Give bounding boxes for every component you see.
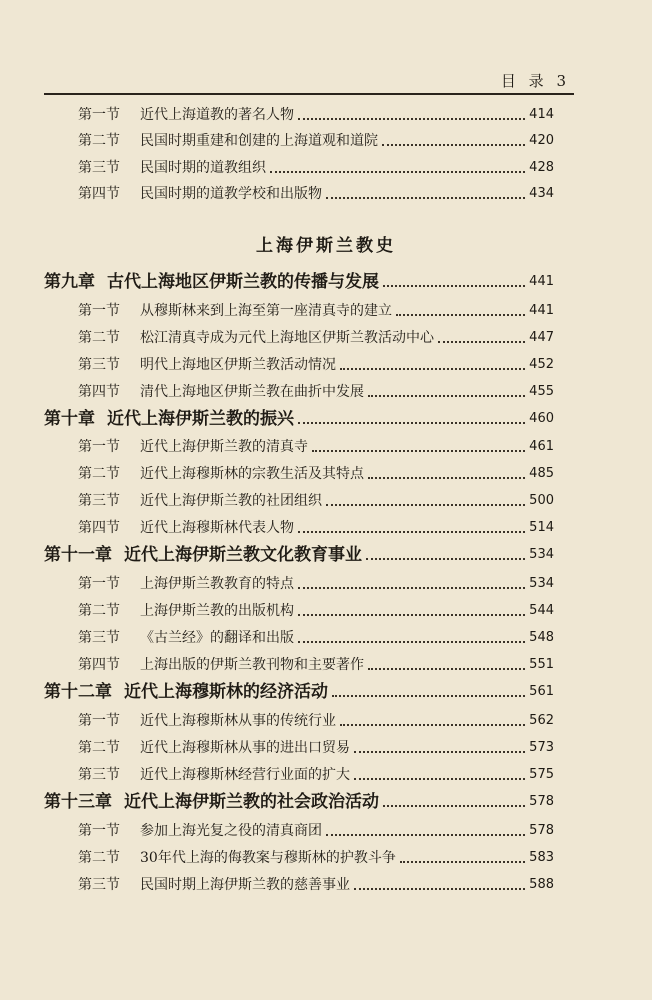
chapter-title: 近代上海伊斯兰教的振兴 xyxy=(107,409,294,429)
entry-page: 588 xyxy=(529,877,554,892)
chapter-number: 第九章 xyxy=(44,272,95,292)
chapter-number: 第十二章 xyxy=(44,682,112,702)
toc-entry xyxy=(78,129,554,153)
toc-entry xyxy=(78,572,554,596)
entry-title: 松江清真寺成为元代上海地区伊斯兰教活动中心 xyxy=(140,330,434,346)
entry-title: 近代上海穆斯林经营行业面的扩大 xyxy=(140,767,350,783)
entry-number: 第一节 xyxy=(78,576,120,592)
entry-title: 民国时期的道教组织 xyxy=(140,160,266,176)
dot-leader xyxy=(368,477,525,479)
dot-leader xyxy=(354,778,525,780)
dot-leader xyxy=(382,144,525,146)
entry-title: 近代上海伊斯兰教的清真寺 xyxy=(140,439,308,455)
entry-page: 551 xyxy=(529,657,554,672)
toc-entry xyxy=(78,435,554,459)
toc-entry xyxy=(78,709,554,733)
dot-leader xyxy=(326,504,525,506)
entry-title: 参加上海光复之役的清真商团 xyxy=(140,823,322,839)
toc-entry xyxy=(78,489,554,513)
entry-number: 第三节 xyxy=(78,877,120,893)
dot-leader xyxy=(438,341,525,343)
entry-page: 455 xyxy=(529,384,554,399)
toc-chapter xyxy=(44,541,554,569)
entry-number: 第三节 xyxy=(78,767,120,783)
entry-number: 第二节 xyxy=(78,740,120,756)
entry-number: 第二节 xyxy=(78,133,120,149)
entry-title: 《古兰经》的翻译和出版 xyxy=(140,630,294,646)
toc-entry xyxy=(78,763,554,787)
entry-number: 第二节 xyxy=(78,466,120,482)
entry-number: 第一节 xyxy=(78,713,120,729)
dot-leader xyxy=(383,285,525,287)
dot-leader xyxy=(368,668,525,670)
entry-page: 534 xyxy=(529,576,554,591)
dot-leader xyxy=(298,118,525,120)
entry-title: 近代上海穆斯林从事的进出口贸易 xyxy=(140,740,350,756)
chapter-number: 第十一章 xyxy=(44,545,112,565)
dot-leader xyxy=(298,422,525,424)
entry-number: 第四节 xyxy=(78,657,120,673)
entry-number: 第四节 xyxy=(78,520,120,536)
part-heading: 上海伊斯兰教史 xyxy=(256,236,396,256)
toc-entry xyxy=(78,599,554,623)
chapter-title: 近代上海伊斯兰教的社会政治活动 xyxy=(124,792,379,812)
toc-entry xyxy=(78,156,554,180)
entry-title: 30年代上海的侮教案与穆斯林的护教斗争 xyxy=(140,850,396,866)
entry-number: 第三节 xyxy=(78,357,120,373)
entry-title: 民国时期重建和创建的上海道观和道院 xyxy=(140,133,378,149)
entry-number: 第三节 xyxy=(78,160,120,176)
dot-leader xyxy=(354,751,525,753)
running-header: 目 录 3 xyxy=(500,72,570,90)
dot-leader xyxy=(332,695,525,697)
dot-leader xyxy=(340,368,525,370)
toc-entry xyxy=(78,873,554,897)
entry-page: 428 xyxy=(529,160,554,175)
toc-entry xyxy=(78,462,554,486)
entry-page: 548 xyxy=(529,630,554,645)
toc-entry xyxy=(78,182,554,206)
entry-title: 清代上海地区伊斯兰教在曲折中发展 xyxy=(140,384,364,400)
entry-page: 441 xyxy=(529,274,554,289)
dot-leader xyxy=(366,558,525,560)
entry-page: 583 xyxy=(529,850,554,865)
toc-chapter xyxy=(44,405,554,433)
entry-page: 434 xyxy=(529,186,554,201)
entry-number: 第一节 xyxy=(78,823,120,839)
entry-page: 544 xyxy=(529,603,554,618)
entry-page: 441 xyxy=(529,303,554,318)
toc-entry xyxy=(78,846,554,870)
toc-entry xyxy=(78,326,554,350)
chapter-title: 近代上海穆斯林的经济活动 xyxy=(124,682,328,702)
entry-number: 第二节 xyxy=(78,330,120,346)
entry-page: 514 xyxy=(529,520,554,535)
dot-leader xyxy=(298,531,525,533)
entry-number: 第四节 xyxy=(78,186,120,202)
dot-leader xyxy=(298,641,525,643)
entry-title: 近代上海穆斯林代表人物 xyxy=(140,520,294,536)
entry-title: 上海出版的伊斯兰教刊物和主要著作 xyxy=(140,657,364,673)
dot-leader xyxy=(312,450,525,452)
entry-page: 461 xyxy=(529,439,554,454)
dot-leader xyxy=(326,197,525,199)
entry-number: 第三节 xyxy=(78,493,120,509)
toc-entry xyxy=(78,653,554,677)
entry-title: 明代上海地区伊斯兰教活动情况 xyxy=(140,357,336,373)
entry-page: 534 xyxy=(529,547,554,562)
toc-entry xyxy=(78,299,554,323)
dot-leader xyxy=(400,861,525,863)
entry-number: 第三节 xyxy=(78,630,120,646)
entry-page: 447 xyxy=(529,330,554,345)
dot-leader xyxy=(383,805,525,807)
entry-page: 420 xyxy=(529,133,554,148)
entry-title: 民国时期的道教学校和出版物 xyxy=(140,186,322,202)
entry-number: 第四节 xyxy=(78,384,120,400)
entry-title: 近代上海道教的著名人物 xyxy=(140,107,294,123)
toc-chapter xyxy=(44,788,554,816)
entry-page: 460 xyxy=(529,411,554,426)
entry-page: 500 xyxy=(529,493,554,508)
entry-number: 第二节 xyxy=(78,850,120,866)
dot-leader xyxy=(326,834,525,836)
toc-entry xyxy=(78,380,554,404)
toc-entry xyxy=(78,353,554,377)
entry-number: 第二节 xyxy=(78,603,120,619)
entry-number: 第一节 xyxy=(78,439,120,455)
dot-leader xyxy=(354,888,525,890)
entry-page: 562 xyxy=(529,713,554,728)
dot-leader xyxy=(298,614,525,616)
chapter-number: 第十章 xyxy=(44,409,95,429)
chapter-number: 第十三章 xyxy=(44,792,112,812)
toc-chapter xyxy=(44,678,554,706)
entry-title: 民国时期上海伊斯兰教的慈善事业 xyxy=(140,877,350,893)
toc-entry xyxy=(78,516,554,540)
chapter-title: 古代上海地区伊斯兰教的传播与发展 xyxy=(107,272,379,292)
dot-leader xyxy=(396,314,525,316)
entry-number: 第一节 xyxy=(78,303,120,319)
entry-title: 上海伊斯兰教的出版机构 xyxy=(140,603,294,619)
entry-number: 第一节 xyxy=(78,107,120,123)
entry-page: 578 xyxy=(529,794,554,809)
toc-chapter xyxy=(44,268,554,296)
entry-page: 485 xyxy=(529,466,554,481)
toc-entry xyxy=(78,819,554,843)
entry-title: 上海伊斯兰教教育的特点 xyxy=(140,576,294,592)
toc-entry xyxy=(78,626,554,650)
dot-leader xyxy=(270,171,525,173)
entry-page: 573 xyxy=(529,740,554,755)
entry-page: 561 xyxy=(529,684,554,699)
entry-title: 近代上海伊斯兰教的社团组织 xyxy=(140,493,322,509)
dot-leader xyxy=(340,724,525,726)
toc-entry xyxy=(78,736,554,760)
dot-leader xyxy=(368,395,525,397)
entry-page: 452 xyxy=(529,357,554,372)
entry-title: 从穆斯林来到上海至第一座清真寺的建立 xyxy=(140,303,392,319)
toc-entry xyxy=(78,103,554,127)
entry-page: 578 xyxy=(529,823,554,838)
entry-title: 近代上海穆斯林从事的传统行业 xyxy=(140,713,336,729)
dot-leader xyxy=(298,587,525,589)
chapter-title: 近代上海伊斯兰教文化教育事业 xyxy=(124,545,362,565)
entry-title: 近代上海穆斯林的宗教生活及其特点 xyxy=(140,466,364,482)
entry-page: 414 xyxy=(529,107,554,122)
entry-page: 575 xyxy=(529,767,554,782)
